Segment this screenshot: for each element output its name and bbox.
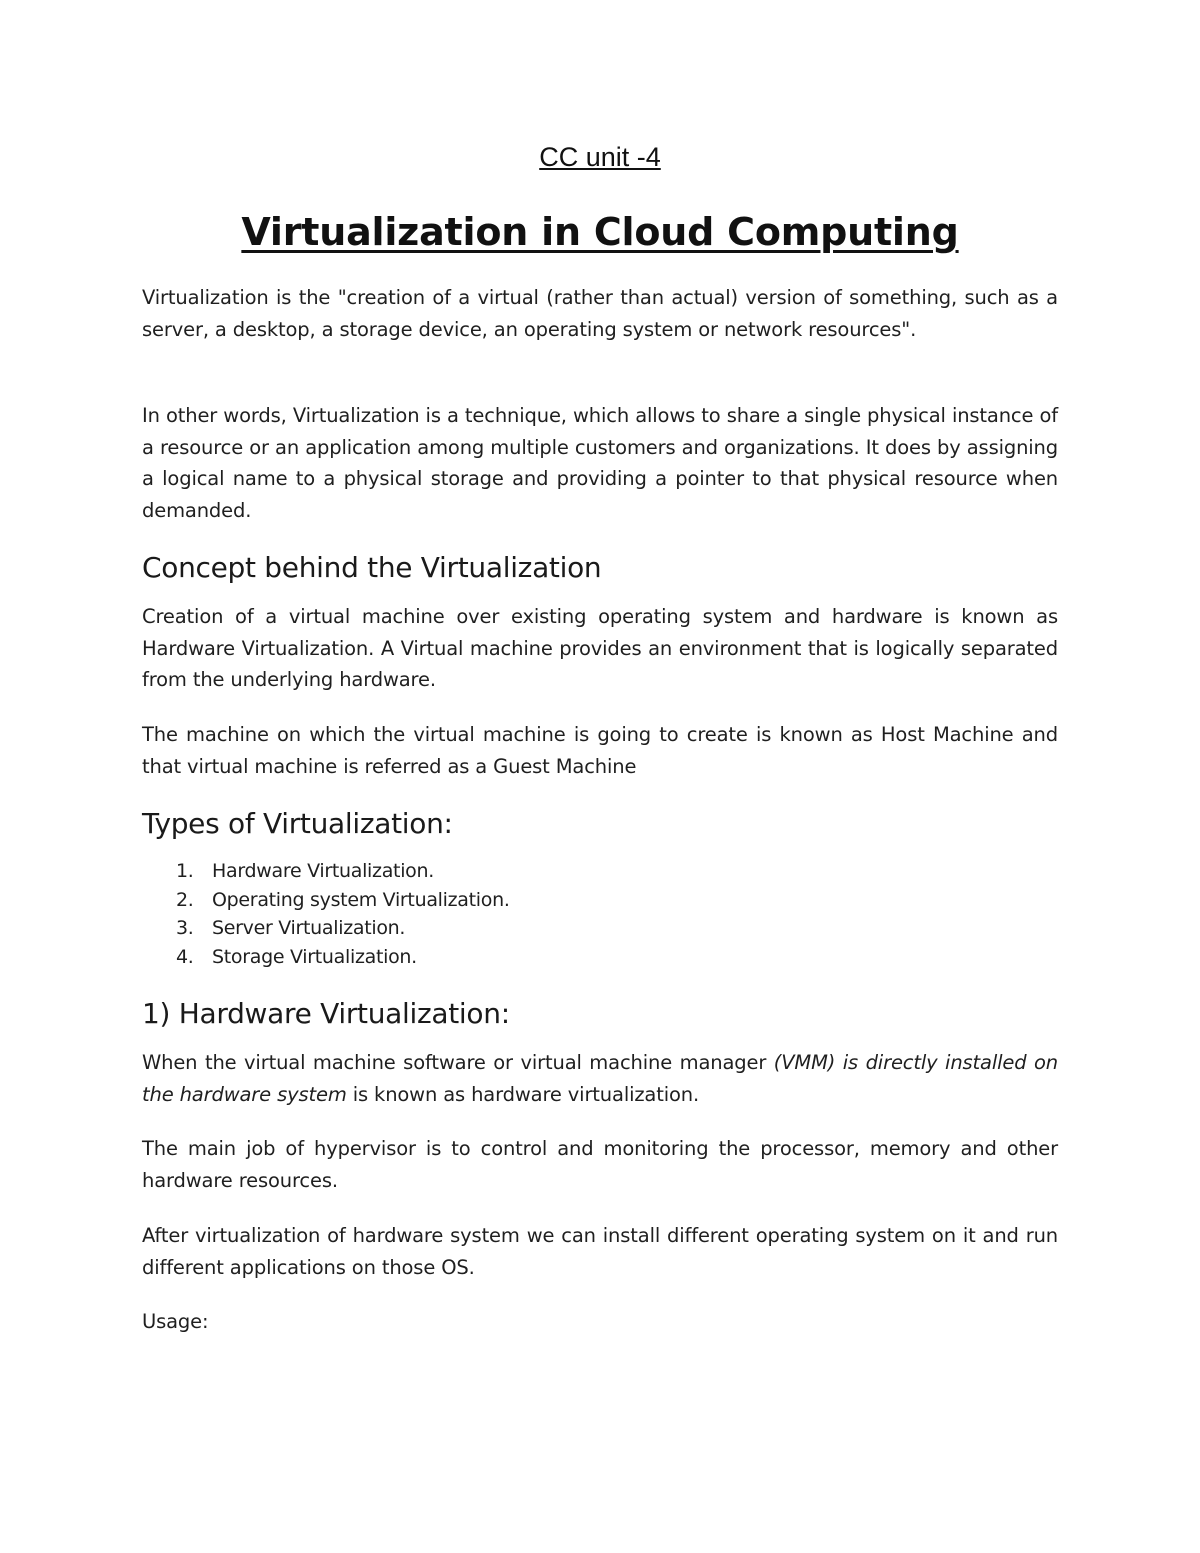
intro-paragraph-2: In other words, Virtualization is a technique, which allows to share a single physical instance of a resource or an application among multiple customers and organizations. It does by assigning a logical name to a physical storage and providing a pointer to that physical resource when demanded. [142,404,1058,522]
unit-title: CC unit -4 [539,142,661,172]
list-item-label: Storage Virtualization. [212,945,417,968]
list-number: 3. [176,917,194,939]
concept-heading: Concept behind the Virtualization [142,551,602,584]
hardware-paragraph-3: After virtualization of hardware system we can install different operating system on it and run different applications on those OS. [142,1224,1058,1279]
page-title: Virtualization in Cloud Computing [241,210,959,254]
list-item-label: Hardware Virtualization. [212,860,434,882]
list-item-label: Server Virtualization. [212,917,406,939]
hardware-heading: 1) Hardware Virtualization: [142,997,510,1030]
usage-label: Usage: [142,1310,209,1333]
list-number: 2. [176,888,194,911]
concept-paragraph-2: The machine on which the virtual machine is going to create is known as Host Machine and that virtual machine is referred as a Guest Machine [142,723,1058,778]
hardware-paragraph-1 [142,1047,1058,1110]
hardware-p1-text-end: is known as hardware virtualization. [346,1082,700,1106]
concept-paragraph-1: Creation of a virtual machine over existing operating system and hardware is known as Hardware Virtualization. A Virtual machine provides an environment that is logically separated from the underlying hardware. [142,605,1058,691]
list-number: 1. [176,860,194,882]
hardware-p1-text: When the virtual machine software or virtual machine manager [142,1051,774,1074]
hardware-p1-italic: (VMM) is directly installed on the hardware system [142,1051,1058,1106]
list-item-label: Operating system Virtualization. [212,888,510,911]
types-heading: Types of Virtualization: [142,807,453,840]
intro-paragraph-1: Virtualization is the "creation of a virtual (rather than actual) version of something, such as a server, a desktop, a storage device, an operating system or network resources". [142,286,1058,341]
hardware-paragraph-2: The main job of hypervisor is to control and monitoring the processor, memory and other hardware resources. [142,1137,1058,1192]
list-number: 4. [176,945,194,968]
